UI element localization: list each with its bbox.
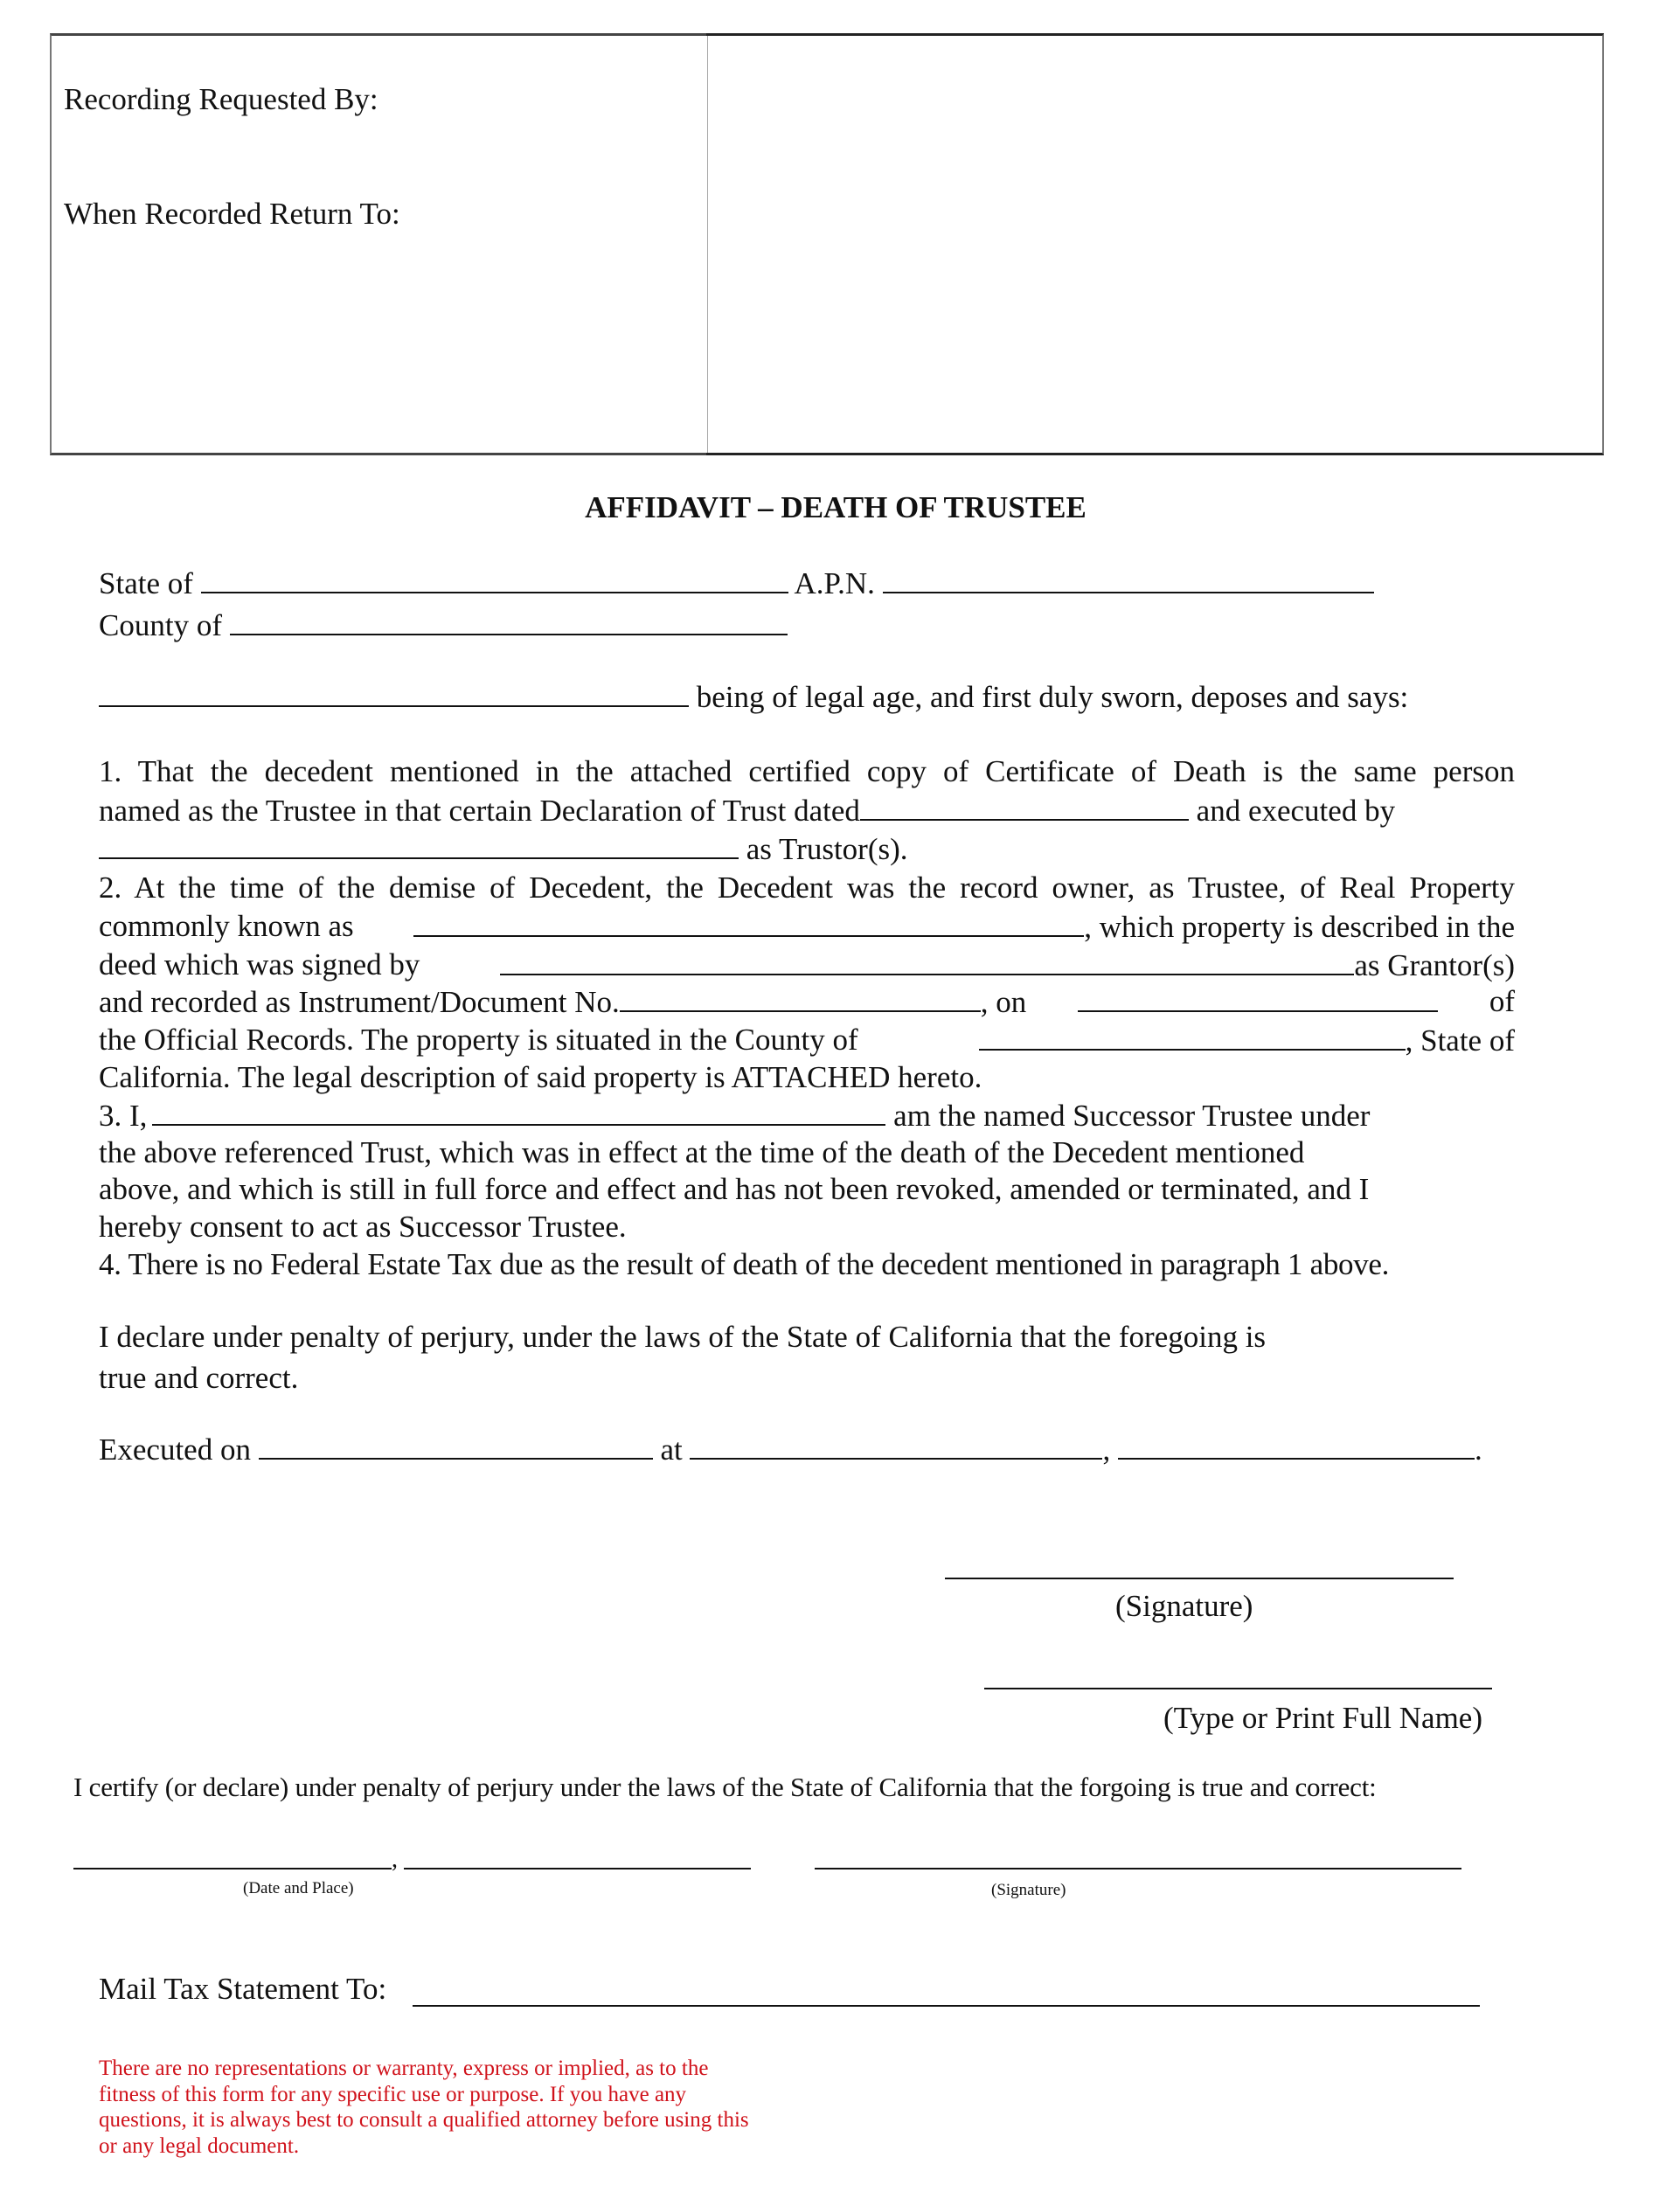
- executed-line: [99, 1432, 1482, 1467]
- para1-line2: [99, 793, 1395, 829]
- at-label: at: [660, 1432, 683, 1467]
- state-field[interactable]: [201, 565, 788, 593]
- para2-line1: 2. At the time of the demise of Decedent, the Decedent was the record owner, as Trustee, of Real Property: [99, 871, 1515, 905]
- county-line: [99, 607, 788, 643]
- grantor-label: as Grantor(s): [1354, 948, 1515, 982]
- trust-dated-label: named as the Trustee in that certain Declaration of Trust dated: [99, 794, 860, 828]
- declaration-line2: true and correct.: [99, 1361, 299, 1395]
- executed-on-label: Executed on: [99, 1432, 251, 1467]
- signature-field[interactable]: [945, 1578, 1454, 1579]
- para2-line4: [99, 984, 1515, 1020]
- period: .: [1474, 1432, 1482, 1467]
- para4: 4. There is no Federal Estate Tax due as the result of death of the decedent mentioned in paragraph 1 above.: [99, 1247, 1390, 1281]
- signed-by-label: deed which was signed by: [99, 947, 420, 982]
- county-of-label: County of: [99, 608, 222, 642]
- para1-line1: 1. That the decedent mentioned in the attached certified copy of Certificate of Death is the same person: [99, 754, 1515, 788]
- affiant-name-field[interactable]: [99, 679, 689, 707]
- para2-line5: [99, 1023, 1515, 1058]
- executed-by-label: and executed by: [1196, 794, 1396, 828]
- executed-city-field[interactable]: [690, 1432, 1102, 1460]
- property-address-field[interactable]: [413, 909, 1084, 937]
- para3-line1: [99, 1098, 1370, 1134]
- signature-label: (Signature): [1115, 1589, 1253, 1623]
- recorder-use-box: [706, 33, 1604, 455]
- intro-text: being of legal age, and first duly sworn, deposes and says:: [696, 680, 1409, 714]
- on-label: , on: [980, 985, 1027, 1019]
- instrument-no-field[interactable]: [620, 984, 981, 1012]
- commonly-known-label: commonly known as: [99, 909, 354, 943]
- para2-line3: [99, 947, 1515, 983]
- mail-tax-label: Mail Tax Statement To:: [99, 1972, 387, 2006]
- recording-date-field[interactable]: [1078, 984, 1438, 1012]
- executed-date-field[interactable]: [259, 1432, 653, 1460]
- para3-line2: the above referenced Trust, which was in effect at the time of the death of the Decedent mentioned: [99, 1135, 1305, 1169]
- property-county-field[interactable]: [979, 1023, 1406, 1051]
- apn-label: A.P.N.: [794, 566, 875, 600]
- of-label: of: [1489, 984, 1515, 1018]
- i-label: 3. I,: [99, 1099, 148, 1133]
- certify-text: I certify (or declare) under penalty of perjury under the laws of the State of California that the forgoing is true and correct:: [73, 1772, 1377, 1802]
- county-situated-label: the Official Records. The property is situated in the County of: [99, 1023, 858, 1057]
- certify-signature-label: (Signature): [991, 1881, 1066, 1899]
- certify-place-field[interactable]: [404, 1868, 751, 1869]
- instrument-no-label: and recorded as Instrument/Document No.: [99, 985, 620, 1019]
- comma: ,: [1102, 1432, 1111, 1467]
- grantor-field[interactable]: [500, 947, 1354, 975]
- affiant-line: [99, 679, 1408, 715]
- recording-requested-by-label: Recording Requested By:: [64, 82, 378, 116]
- printed-name-field[interactable]: [984, 1688, 1492, 1689]
- date-place-label: (Date and Place): [243, 1879, 354, 1897]
- successor-trustee-field[interactable]: [152, 1098, 885, 1126]
- para1-line3: [99, 831, 908, 867]
- executed-state-field[interactable]: [1118, 1432, 1475, 1460]
- para3-line4: hereby consent to act as Successor Trustee.: [99, 1210, 627, 1244]
- certify-comma: ,: [392, 1846, 398, 1873]
- para3-line3: above, and which is still in full force and effect and has not been revoked, amended or terminated, and I: [99, 1172, 1370, 1206]
- property-described-label: , which property is described in the: [1084, 910, 1515, 944]
- para2-line6: California. The legal description of said property is ATTACHED hereto.: [99, 1060, 982, 1094]
- document-title: AFFIDAVIT – DEATH OF TRUSTEE: [585, 490, 1086, 524]
- trustor-field[interactable]: [99, 831, 739, 859]
- when-recorded-return-to-label: When Recorded Return To:: [64, 197, 400, 231]
- county-field[interactable]: [230, 607, 788, 635]
- certify-date-field[interactable]: [73, 1868, 392, 1869]
- state-of-label: State of: [99, 566, 193, 600]
- trust-date-field[interactable]: [860, 793, 1189, 821]
- para2-line2: [99, 909, 1515, 945]
- mail-tax-field[interactable]: [413, 2005, 1480, 2007]
- declaration-line1: I declare under penalty of perjury, under the laws of the State of California that the foregoing is: [99, 1320, 1267, 1354]
- apn-field[interactable]: [883, 565, 1374, 593]
- state-of-label-2: , State of: [1405, 1023, 1515, 1058]
- successor-trustee-label: am the named Successor Trustee under: [893, 1099, 1371, 1133]
- printed-name-label: (Type or Print Full Name): [1163, 1701, 1482, 1735]
- disclaimer: There are no representations or warranty, express or implied, as to the fitness of this form for any specific use or purpose. If you have any questions, it is always best to consult a qualified attorney before using this or any legal document.: [99, 2057, 749, 2158]
- trustor-label: as Trustor(s).: [746, 832, 908, 866]
- state-county-line: [99, 565, 1374, 601]
- certify-signature-field[interactable]: [815, 1868, 1461, 1869]
